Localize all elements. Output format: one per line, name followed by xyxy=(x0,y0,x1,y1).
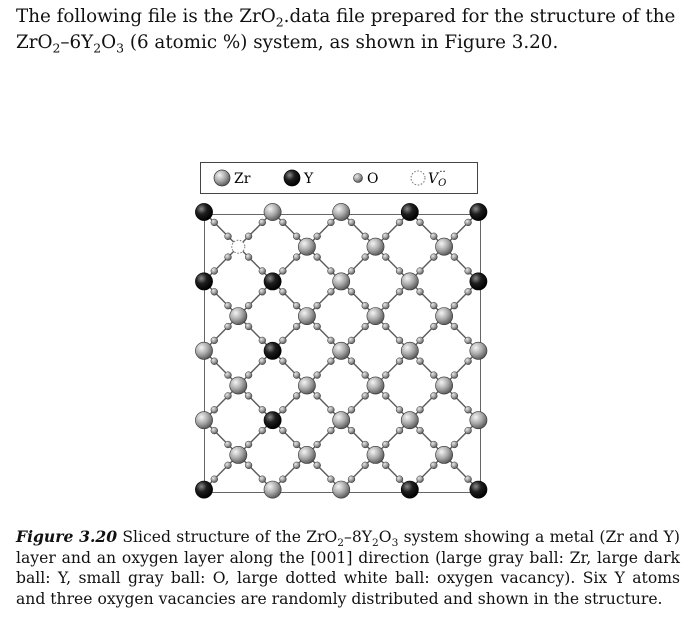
oxygen-atom xyxy=(382,302,389,309)
oxygen-atom xyxy=(362,462,369,469)
zirconium-atom xyxy=(401,273,418,290)
figure-caption xyxy=(16,527,680,609)
oxygen-atom xyxy=(279,427,286,434)
zirconium-atom xyxy=(230,308,247,325)
zirconium-atom xyxy=(436,238,453,255)
legend-vacancy-label xyxy=(428,167,446,189)
caption-sub-1: 2 xyxy=(337,537,345,550)
legend-vacancy-v: V xyxy=(428,171,439,187)
oxygen-atom xyxy=(465,358,472,365)
zirconium-atom xyxy=(401,412,418,429)
oxygen-atom xyxy=(382,233,389,240)
oxygen-atom xyxy=(245,462,252,469)
intro-sub-4: 3 xyxy=(116,40,125,56)
oxygen-atom xyxy=(293,233,300,240)
oxygen-atom xyxy=(417,268,424,275)
zirconium-atom xyxy=(298,446,315,463)
oxygen-atom xyxy=(417,288,424,295)
oxygen-atom xyxy=(245,393,252,400)
oxygen-atom xyxy=(328,427,335,434)
oxygen-atom xyxy=(245,372,252,379)
oxygen-atom xyxy=(211,288,218,295)
caption-sub-2: 2 xyxy=(372,537,379,550)
zirconium-atom xyxy=(264,481,281,498)
oxygen-atom xyxy=(328,406,335,413)
oxygen-atom xyxy=(279,476,286,483)
oxygen-atom xyxy=(225,254,232,261)
oxygen-atom xyxy=(382,441,389,448)
oxygen-atom xyxy=(396,268,403,275)
oxygen-atom xyxy=(328,219,335,226)
oxygen-atom xyxy=(417,406,424,413)
oxygen-atom xyxy=(259,337,266,344)
zirconium-atom xyxy=(367,308,384,325)
oxygen-atom xyxy=(430,372,437,379)
oxygen-atom xyxy=(279,358,286,365)
legend-vacancy-sub: O xyxy=(438,178,447,189)
intro-sub-3: 2 xyxy=(93,40,102,56)
zirconium-atom xyxy=(436,308,453,325)
yttrium-atom xyxy=(195,203,212,220)
oxygen-atom xyxy=(245,233,252,240)
oxygen-atom xyxy=(279,288,286,295)
zirconium-atom xyxy=(333,342,350,359)
caption-text-3: O xyxy=(378,528,392,546)
oxygen-atom xyxy=(211,427,218,434)
zirconium-atom xyxy=(333,412,350,429)
caption-text-4: system showing a metal (Zr and Y) layer and an oxygen layer along the [001] direction (large gray ball: Zr, large dark ball: Y, small gray ball: O, large dotted white ball: oxygen vacancy). Six Y atoms and three oxygen vacancies are randomly distributed and shown in the structure. xyxy=(16,528,680,608)
oxygen-atom xyxy=(430,441,437,448)
legend-o-ball-icon xyxy=(354,174,363,183)
yttrium-atom xyxy=(401,203,418,220)
oxygen-atom xyxy=(396,427,403,434)
zirconium-atom xyxy=(367,377,384,394)
oxygen-atom xyxy=(396,219,403,226)
oxygen-atom xyxy=(225,441,232,448)
yttrium-atom xyxy=(470,203,487,220)
oxygen-atom xyxy=(382,254,389,261)
yttrium-atom xyxy=(470,273,487,290)
oxygen-atom xyxy=(293,393,300,400)
oxygen-atom xyxy=(417,219,424,226)
oxygen-atom xyxy=(225,462,232,469)
oxygen-atom xyxy=(293,254,300,261)
oxygen-atom xyxy=(279,219,286,226)
oxygen-atom xyxy=(362,302,369,309)
oxygen-atom xyxy=(293,323,300,330)
oxygen-atom xyxy=(465,476,472,483)
oxygen-atom xyxy=(430,323,437,330)
zirconium-atom xyxy=(298,238,315,255)
zirconium-atom xyxy=(436,377,453,394)
oxygen-atom xyxy=(362,323,369,330)
oxygen-atom xyxy=(314,462,321,469)
oxygen-atom xyxy=(245,323,252,330)
oxygen-atom xyxy=(259,427,266,434)
intro-sub-1: 2 xyxy=(275,14,284,30)
oxygen-atom xyxy=(314,323,321,330)
oxygen-atom xyxy=(259,268,266,275)
zirconium-atom xyxy=(436,446,453,463)
intro-text-5: (6 atomic %) system, as shown in Figure 3.20. xyxy=(124,32,559,53)
oxygen-atom xyxy=(396,358,403,365)
oxygen-atom xyxy=(259,406,266,413)
oxygen-atom xyxy=(430,254,437,261)
oxygen-atom xyxy=(293,441,300,448)
oxygen-atom xyxy=(430,393,437,400)
caption-text-1: ZrO xyxy=(300,528,338,546)
oxygen-atom xyxy=(451,254,458,261)
zirconium-atom xyxy=(401,342,418,359)
oxygen-atom xyxy=(225,393,232,400)
zirconium-atom xyxy=(470,412,487,429)
intro-sub-2: 2 xyxy=(52,40,61,56)
oxygen-atom xyxy=(293,302,300,309)
structure-figure xyxy=(186,158,496,508)
oxygen-atom xyxy=(348,337,355,344)
oxygen-atom xyxy=(451,323,458,330)
oxygen-atom xyxy=(211,406,218,413)
oxygen-atom xyxy=(382,462,389,469)
zirconium-atom xyxy=(230,446,247,463)
oxygen-atom xyxy=(465,337,472,344)
legend-box xyxy=(201,163,478,194)
oxygen-atom xyxy=(465,406,472,413)
oxygen-atom xyxy=(417,337,424,344)
oxygen-atom xyxy=(314,302,321,309)
caption-title: Sliced structure of the xyxy=(122,528,301,546)
oxygen-atom xyxy=(382,393,389,400)
oxygen-atom xyxy=(279,406,286,413)
oxygen-atom xyxy=(245,302,252,309)
oxygen-atom xyxy=(451,441,458,448)
oxygen-atom xyxy=(348,219,355,226)
oxygen-atom xyxy=(245,254,252,261)
oxygen-atom xyxy=(211,358,218,365)
legend-y-ball-icon xyxy=(284,170,300,186)
oxygen-atom xyxy=(451,302,458,309)
oxygen-atom xyxy=(430,462,437,469)
zirconium-atom xyxy=(470,342,487,359)
oxygen-atom xyxy=(225,233,232,240)
intro-text-1: The following file is the ZrO xyxy=(16,6,276,27)
intro-text-2: .data file prepared for the structure of the ZrO xyxy=(16,6,676,53)
zirconium-atom xyxy=(230,377,247,394)
oxygen-atom xyxy=(348,427,355,434)
oxygen-atom xyxy=(279,337,286,344)
oxygen-atom xyxy=(328,288,335,295)
oxygen-atom xyxy=(259,476,266,483)
oxygen-atom xyxy=(396,406,403,413)
oxygen-atom xyxy=(451,372,458,379)
yttrium-atom xyxy=(264,342,281,359)
oxygen-atom xyxy=(396,337,403,344)
legend-o-label: O xyxy=(367,171,379,187)
legend-zr-ball-icon xyxy=(214,170,230,186)
oxygen-atom xyxy=(293,462,300,469)
oxygen-atom xyxy=(417,476,424,483)
oxygen-atom xyxy=(396,288,403,295)
oxygen-atom xyxy=(348,268,355,275)
oxygen-atom xyxy=(382,372,389,379)
oxygen-atom xyxy=(225,372,232,379)
oxygen-atom xyxy=(417,358,424,365)
legend-y-label: Y xyxy=(304,171,314,187)
oxygen-atom xyxy=(465,427,472,434)
oxygen-atom xyxy=(328,337,335,344)
legend-vacancy-sup: ·· xyxy=(439,167,446,178)
oxygen-atom xyxy=(211,337,218,344)
oxygen-atom xyxy=(451,233,458,240)
yttrium-atom xyxy=(264,412,281,429)
zirconium-atom xyxy=(333,203,350,220)
zirconium-atom xyxy=(298,377,315,394)
yttrium-atom xyxy=(195,273,212,290)
oxygen-atom xyxy=(348,406,355,413)
oxygen-atom xyxy=(314,372,321,379)
yttrium-atom xyxy=(401,481,418,498)
oxygen-atom xyxy=(259,288,266,295)
oxygen-atom xyxy=(279,268,286,275)
oxygen-atom xyxy=(430,302,437,309)
oxygen-atom xyxy=(382,323,389,330)
oxygen-atom xyxy=(211,476,218,483)
oxygen-atom xyxy=(328,268,335,275)
yttrium-atom xyxy=(264,273,281,290)
oxygen-atom xyxy=(362,372,369,379)
zirconium-atom xyxy=(298,308,315,325)
zirconium-atom xyxy=(195,412,212,429)
oxygen-atom xyxy=(314,441,321,448)
oxygen-atom xyxy=(451,462,458,469)
oxygen-atom xyxy=(259,358,266,365)
oxygen-atom xyxy=(328,358,335,365)
oxygen-atom xyxy=(348,288,355,295)
atom-layer xyxy=(195,203,487,498)
oxygen-atom xyxy=(225,302,232,309)
intro-paragraph xyxy=(16,4,680,56)
oxygen-atom xyxy=(314,393,321,400)
oxygen-atom xyxy=(465,268,472,275)
oxygen-atom xyxy=(362,441,369,448)
oxygen-atom xyxy=(362,393,369,400)
oxygen-atom xyxy=(362,254,369,261)
oxygen-atom xyxy=(293,372,300,379)
oxygen-atom xyxy=(396,476,403,483)
oxygen-atom xyxy=(314,233,321,240)
intro-text-4: O xyxy=(101,32,117,53)
oxygen-atom xyxy=(362,233,369,240)
intro-text-3: –6Y xyxy=(60,32,94,53)
zirconium-atom xyxy=(195,342,212,359)
oxygen-atom xyxy=(211,268,218,275)
caption-sub-3: 3 xyxy=(391,537,399,550)
structure-diagram xyxy=(186,158,496,508)
yttrium-atom xyxy=(195,481,212,498)
oxygen-atom xyxy=(259,219,266,226)
oxygen-atom xyxy=(211,219,218,226)
oxygen-atom xyxy=(465,219,472,226)
caption-label: Figure 3.20 xyxy=(16,527,118,546)
zirconium-atom xyxy=(367,446,384,463)
yttrium-atom xyxy=(470,481,487,498)
zirconium-atom xyxy=(333,481,350,498)
zirconium-atom xyxy=(333,273,350,290)
oxygen-atom xyxy=(417,427,424,434)
oxygen-atom xyxy=(328,476,335,483)
oxygen-atom xyxy=(430,233,437,240)
zirconium-atom xyxy=(264,203,281,220)
oxygen-vacancy xyxy=(232,240,245,253)
oxygen-atom xyxy=(451,393,458,400)
oxygen-atom xyxy=(314,254,321,261)
caption-text-2: –8Y xyxy=(344,528,373,546)
legend-vacancy-ball-icon xyxy=(411,171,425,185)
legend-zr-label: Zr xyxy=(234,171,251,187)
oxygen-atom xyxy=(348,476,355,483)
zirconium-atom xyxy=(367,238,384,255)
oxygen-atom xyxy=(245,441,252,448)
oxygen-atom xyxy=(465,288,472,295)
oxygen-atom xyxy=(348,358,355,365)
oxygen-atom xyxy=(225,323,232,330)
